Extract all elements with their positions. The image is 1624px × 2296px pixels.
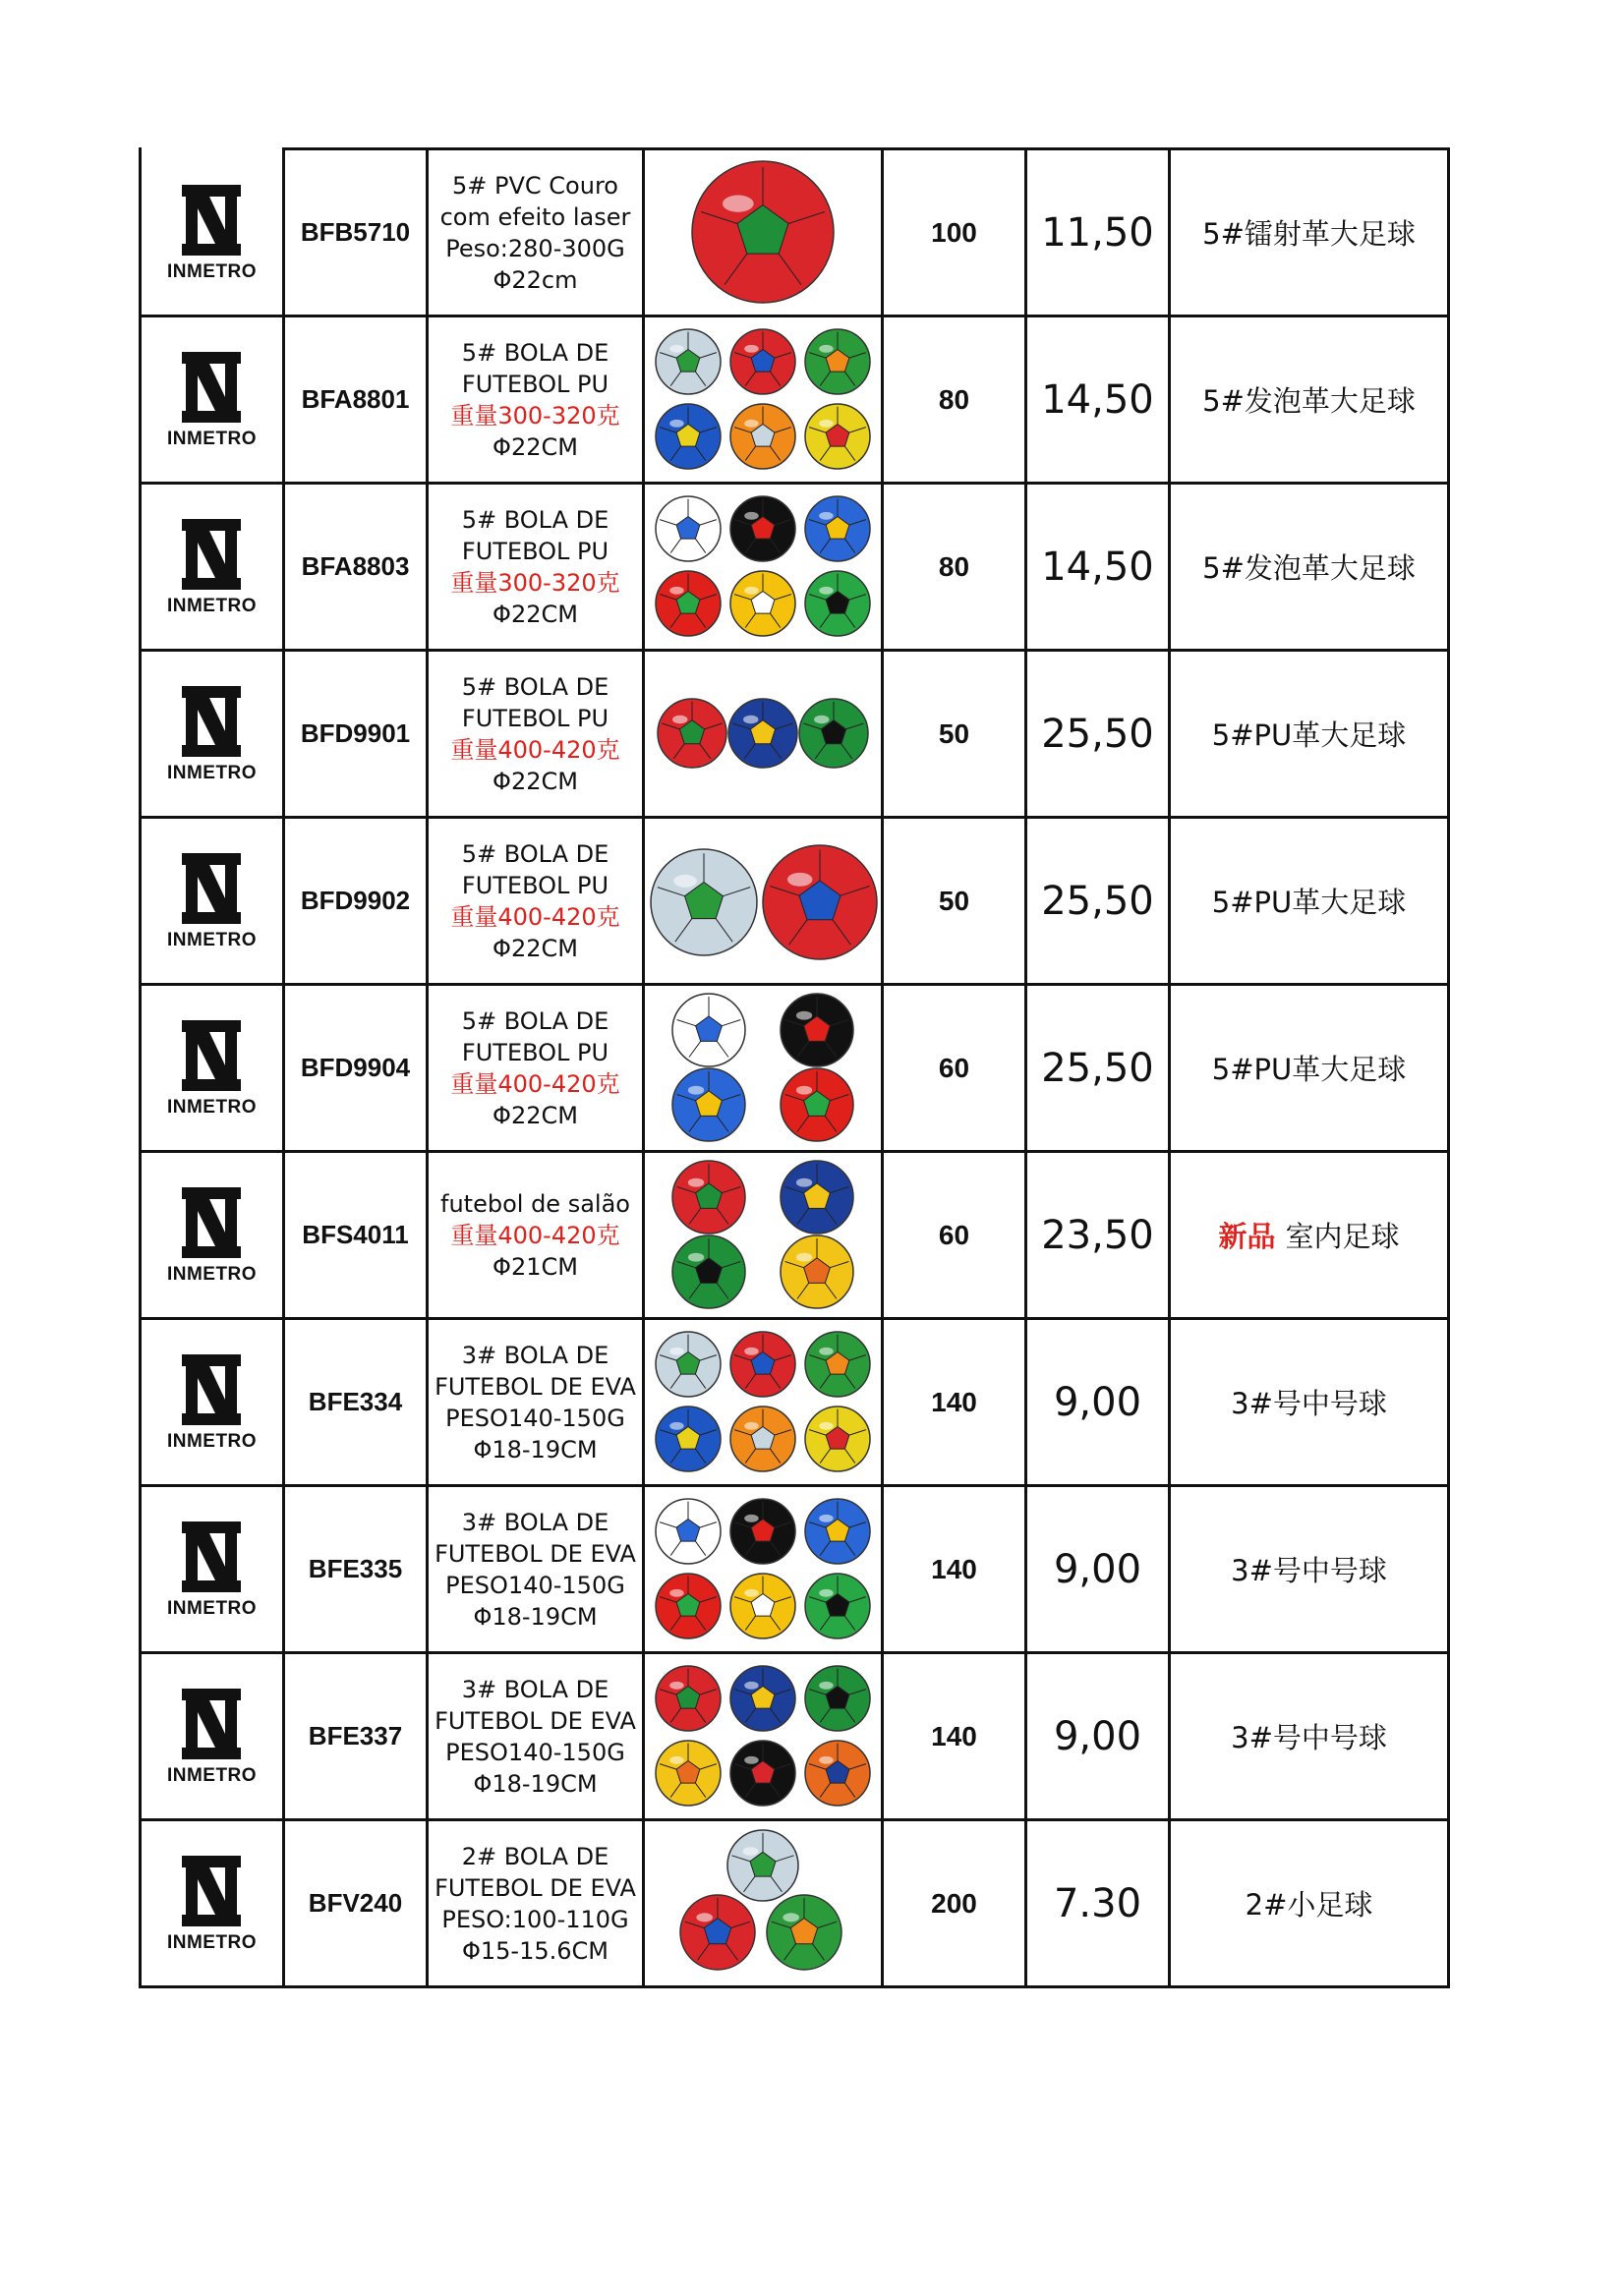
inmetro-icon [180,851,243,926]
certification-logo-cell [141,818,284,985]
product-name [1170,1319,1449,1486]
soccer-ball-icon [805,329,870,394]
product-code: BFA8803 [284,484,428,651]
price: 25,50 [1026,818,1170,985]
inmetro-icon [180,1352,243,1427]
soccer-ball-icon [730,1741,795,1806]
product-name-text: 5#PU革大足球 [1211,718,1407,752]
product-image [644,1152,883,1319]
soccer-ball-icon [781,1161,853,1234]
product-code: BFD9901 [284,651,428,818]
description-line: PESO140-150G [445,1404,625,1432]
inmetro-logo-text: INMETRO [166,929,258,950]
certification-logo-cell [141,1820,284,1987]
soccer-ball-icon [730,329,795,394]
product-description [428,1820,644,1987]
soccer-ball-icon [730,496,795,561]
product-description [428,1319,644,1486]
inmetro-logo [167,1018,257,1119]
product-row [141,1319,1449,1486]
inmetro-logo-text: INMETRO [166,1430,258,1452]
product-description [428,316,644,484]
soccer-ball-icon [730,1332,795,1397]
product-row [141,818,1449,985]
product-description [428,149,644,316]
description-line: FUTEBOL PU [461,1038,609,1066]
product-row [141,149,1449,316]
description-line: 重量400-420克 [450,735,620,764]
description-line: FUTEBOL DE EVA [435,1372,636,1401]
product-row [141,484,1449,651]
product-name [1170,651,1449,818]
quantity: 140 [883,1486,1026,1653]
soccer-ball-icon [730,1406,795,1471]
price: 14,50 [1026,316,1170,484]
quantity: 140 [883,1653,1026,1820]
description-line: FUTEBOL PU [461,871,609,899]
product-code: BFD9902 [284,818,428,985]
product-image [644,1319,883,1486]
soccer-ball-icon [730,571,795,636]
quantity: 50 [883,651,1026,818]
soccer-ball-icon [658,699,726,768]
price: 9,00 [1026,1319,1170,1486]
inmetro-icon [180,1520,243,1594]
soccer-ball-icon [656,1499,721,1564]
soccer-ball-icon [730,1666,795,1731]
product-name [1170,316,1449,484]
inmetro-logo [167,1352,257,1453]
soccer-ball-icon [672,1068,745,1141]
inmetro-icon [180,1018,243,1093]
inmetro-logo [167,684,257,784]
description-line: 2# BOLA DE [461,1842,609,1870]
soccer-ball-icon [730,1499,795,1564]
inmetro-icon [180,684,243,759]
description-line: Φ21CM [493,1252,578,1281]
description-line: Φ15-15.6CM [462,1936,609,1965]
description-line: 5# BOLA DE [461,338,609,367]
soccer-ball-icon [730,1574,795,1638]
product-name [1170,1820,1449,1987]
product-name-text: 5#镭射革大足球 [1202,217,1416,251]
inmetro-logo-text: INMETRO [166,1597,258,1619]
description-line: Φ18-19CM [473,1602,598,1631]
product-row [141,1653,1449,1820]
product-name-text: 3#号中号球 [1231,1554,1387,1587]
soccer-ball-icon [727,1830,798,1901]
inmetro-icon [180,183,243,258]
inmetro-logo-text: INMETRO [166,1096,258,1118]
soccer-ball-icon [656,404,721,469]
description-line: PESO:100-110G [441,1905,629,1933]
soccer-ball-icon [805,1499,870,1564]
product-image [644,1486,883,1653]
description-line: 重量300-320克 [450,401,620,430]
certification-logo-cell [141,651,284,818]
price: 9,00 [1026,1486,1170,1653]
product-description [428,1653,644,1820]
product-row [141,985,1449,1152]
product-name [1170,149,1449,316]
description-line: Φ22CM [493,600,578,628]
inmetro-icon [180,1185,243,1260]
inmetro-logo [167,1687,257,1787]
description-line: Φ18-19CM [473,1769,598,1798]
soccer-ball-icon [805,1741,870,1806]
product-description [428,818,644,985]
product-name-text: 室内足球 [1285,1220,1400,1253]
product-image [644,985,883,1152]
soccer-ball-icon [763,845,877,959]
soccer-ball-icon [781,1068,853,1141]
certification-logo-cell [141,316,284,484]
product-code: BFD9904 [284,985,428,1152]
soccer-ball-icon [656,329,721,394]
inmetro-logo [167,183,257,283]
product-name-text: 3#号中号球 [1231,1721,1387,1754]
price: 7.30 [1026,1820,1170,1987]
price: 25,50 [1026,651,1170,818]
soccer-ball-icon [656,1666,721,1731]
product-price-sheet [139,147,1447,1988]
quantity: 60 [883,1152,1026,1319]
description-line: Φ22CM [493,934,578,962]
inmetro-logo [167,1520,257,1620]
certification-logo-cell [141,1653,284,1820]
product-table [139,147,1450,1988]
description-line: 3# BOLA DE [461,1508,609,1536]
price: 14,50 [1026,484,1170,651]
description-line: PESO140-150G [445,1738,625,1766]
certification-logo-cell [141,149,284,316]
product-name [1170,1152,1449,1319]
soccer-ball-icon [656,1406,721,1471]
certification-logo-cell [141,1319,284,1486]
description-line: FUTEBOL DE EVA [435,1706,636,1735]
soccer-ball-icon [692,161,834,303]
product-name [1170,1653,1449,1820]
product-image [644,651,883,818]
description-line: 重量400-420克 [450,1221,620,1249]
product-row [141,1486,1449,1653]
soccer-ball-icon [781,1235,853,1308]
product-row [141,1820,1449,1987]
product-name [1170,818,1449,985]
price: 9,00 [1026,1653,1170,1820]
price: 25,50 [1026,985,1170,1152]
soccer-ball-icon [805,1332,870,1397]
product-name [1170,1486,1449,1653]
description-line: PESO140-150G [445,1571,625,1599]
quantity: 80 [883,484,1026,651]
description-line: FUTEBOL PU [461,704,609,732]
product-image [644,316,883,484]
certification-logo-cell [141,1152,284,1319]
quantity: 200 [883,1820,1026,1987]
soccer-ball-icon [651,849,757,955]
product-name-text: 5#PU革大足球 [1211,1053,1407,1086]
product-code: BFS4011 [284,1152,428,1319]
product-code: BFB5710 [284,149,428,316]
inmetro-icon [180,517,243,592]
description-line: FUTEBOL DE EVA [435,1539,636,1568]
soccer-ball-icon [767,1895,841,1970]
soccer-ball-icon [805,496,870,561]
description-line: 5# BOLA DE [461,839,609,868]
product-image [644,818,883,985]
product-name [1170,985,1449,1152]
product-code: BFE334 [284,1319,428,1486]
certification-logo-cell [141,484,284,651]
description-line: FUTEBOL PU [461,537,609,565]
product-image [644,484,883,651]
product-code: BFA8801 [284,316,428,484]
soccer-ball-icon [728,699,797,768]
description-line: 5# BOLA DE [461,672,609,701]
description-line: Φ18-19CM [473,1435,598,1464]
soccer-ball-icon [672,1235,745,1308]
description-line: Φ22CM [493,1101,578,1129]
inmetro-logo [167,517,257,617]
product-name [1170,484,1449,651]
quantity: 60 [883,985,1026,1152]
soccer-ball-icon [781,994,853,1066]
description-line: 5# BOLA DE [461,505,609,534]
inmetro-logo-text: INMETRO [166,1931,258,1953]
inmetro-logo-text: INMETRO [166,428,258,449]
description-line: Peso:280-300G [445,234,625,262]
product-row [141,316,1449,484]
quantity: 80 [883,316,1026,484]
soccer-ball-icon [805,1406,870,1471]
inmetro-logo-text: INMETRO [166,1263,258,1285]
product-image [644,1653,883,1820]
inmetro-logo [167,1185,257,1286]
description-line: FUTEBOL PU [461,370,609,398]
description-line: 重量400-420克 [450,1069,620,1098]
description-line: Φ22CM [493,767,578,795]
product-row [141,651,1449,818]
product-description [428,1486,644,1653]
inmetro-logo-text: INMETRO [166,595,258,616]
inmetro-logo-text: INMETRO [166,1764,258,1786]
soccer-ball-icon [656,1574,721,1638]
new-badge: 新品 [1218,1220,1276,1253]
certification-logo-cell [141,1486,284,1653]
product-row [141,1152,1449,1319]
product-name-text: 5#发泡革大足球 [1202,551,1416,585]
product-description [428,1152,644,1319]
product-description [428,651,644,818]
quantity: 140 [883,1319,1026,1486]
soccer-ball-icon [656,1332,721,1397]
product-code: BFV240 [284,1820,428,1987]
price: 23,50 [1026,1152,1170,1319]
inmetro-icon [180,350,243,425]
description-line: Φ22cm [493,265,578,294]
product-description [428,484,644,651]
product-code: BFE335 [284,1486,428,1653]
soccer-ball-icon [680,1895,755,1970]
inmetro-icon [180,1687,243,1761]
inmetro-logo [167,1854,257,1954]
product-name-text: 2#小足球 [1245,1888,1373,1922]
product-name-text: 5#发泡革大足球 [1202,384,1416,418]
description-line: com efeito laser [439,202,631,231]
soccer-ball-icon [672,994,745,1066]
soccer-ball-icon [656,1741,721,1806]
inmetro-icon [180,1854,243,1928]
inmetro-logo [167,851,257,951]
quantity: 100 [883,149,1026,316]
product-image [644,1820,883,1987]
description-line: FUTEBOL DE EVA [435,1873,636,1902]
description-line: 3# BOLA DE [461,1341,609,1369]
soccer-ball-icon [672,1161,745,1234]
product-description [428,985,644,1152]
soccer-ball-icon [656,571,721,636]
certification-logo-cell [141,985,284,1152]
inmetro-logo-text: INMETRO [166,260,258,282]
quantity: 50 [883,818,1026,985]
product-name-text: 5#PU革大足球 [1211,886,1407,919]
soccer-ball-icon [805,1666,870,1731]
description-line: 重量300-320克 [450,568,620,597]
description-line: 3# BOLA DE [461,1675,609,1703]
soccer-ball-icon [799,699,868,768]
description-line: Φ22CM [493,432,578,461]
product-name-text: 3#号中号球 [1231,1387,1387,1420]
product-code: BFE337 [284,1653,428,1820]
inmetro-logo [167,350,257,450]
description-line: 重量400-420克 [450,902,620,931]
price: 11,50 [1026,149,1170,316]
product-image [644,149,883,316]
soccer-ball-icon [805,571,870,636]
description-line: futebol de salão [440,1189,630,1218]
description-line: 5# PVC Couro [452,171,618,200]
soccer-ball-icon [656,496,721,561]
soccer-ball-icon [730,404,795,469]
inmetro-logo-text: INMETRO [166,762,258,783]
soccer-ball-icon [805,1574,870,1638]
description-line: 5# BOLA DE [461,1006,609,1035]
soccer-ball-icon [805,404,870,469]
